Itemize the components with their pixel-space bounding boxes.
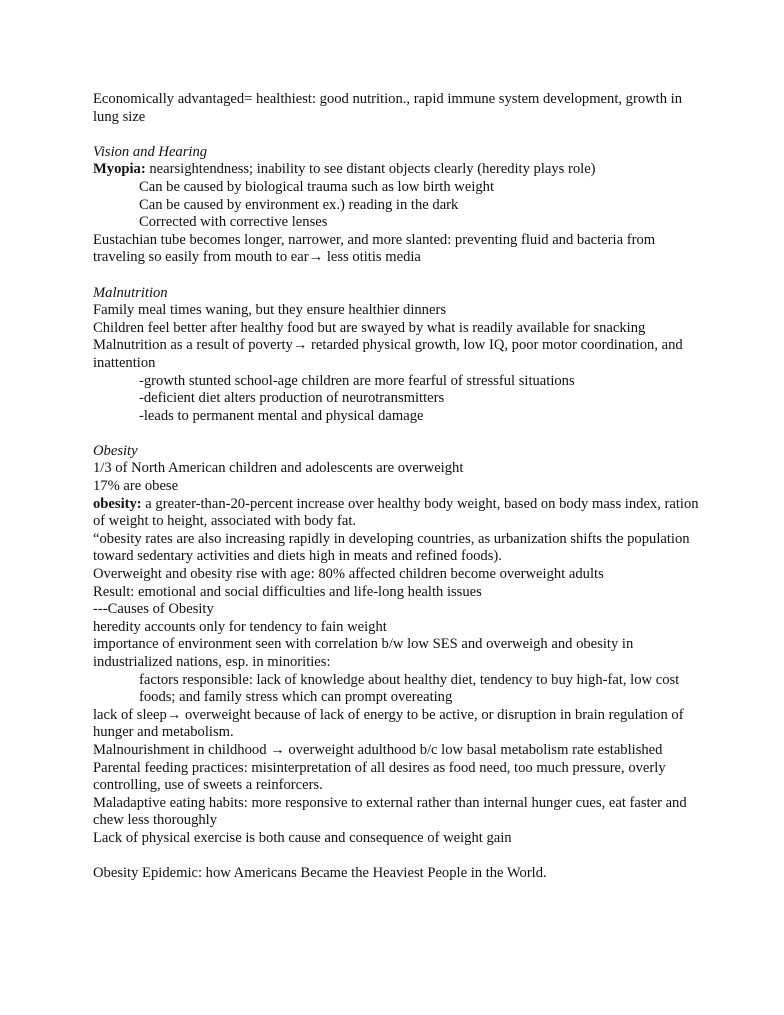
obesity-definition bbox=[93, 496, 703, 531]
obesity-term: obesity: bbox=[93, 495, 142, 512]
malnourishment-text: Malnourishment in childhood bbox=[93, 741, 271, 758]
malnourishment-line bbox=[93, 742, 703, 760]
intro-paragraph: Economically advantaged= healthiest: good nutrition., rapid immune system development, growth in lung size bbox=[93, 91, 683, 125]
heredity-line: heredity accounts only for tendency to fain weight bbox=[93, 618, 387, 635]
parental-line: Parental feeding practices: misinterpretation of all desires as food need, too much pressure, overly controlling, use of sweets a reinforcers. bbox=[93, 759, 666, 794]
malnutrition-bullet-3: -leads to permanent mental and physical damage bbox=[139, 407, 424, 424]
eustachian-text: Eustachian tube becomes longer, narrower, and more slanted: preventing fluid and bacteria from traveling so easily from mouth to ear bbox=[93, 231, 656, 266]
factors-line: factors responsible: lack of knowledge about healthy diet, tendency to buy high-fat, low cost foods; and family stress which can prompt overeating bbox=[139, 671, 680, 706]
obesity-stat-1: 1/3 of North American children and adolescents are overweight bbox=[93, 460, 464, 477]
malnutrition-line-1: Family meal times waning, but they ensure healthier dinners bbox=[93, 302, 447, 319]
spacer bbox=[93, 425, 703, 443]
exercise-line: Lack of physical exercise is both cause and consequence of weight gain bbox=[93, 829, 512, 846]
spacer bbox=[93, 267, 703, 285]
footer-reference: Obesity Epidemic: how Americans Became the Heaviest People in the World. bbox=[93, 865, 547, 882]
sleep-line bbox=[93, 707, 703, 742]
malnutrition-bullet-1: -growth stunted school-age children are more fearful of stressful situations bbox=[139, 372, 575, 389]
myopia-cause-3: Corrected with corrective lenses bbox=[139, 214, 328, 231]
environment-line: importance of environment seen with correlation b/w low SES and overweigh and obesity in industrialized nations, esp. in minorities: bbox=[93, 636, 634, 670]
malnourishment-result: overweight adulthood b/c low basal metabolism rate established bbox=[284, 741, 663, 758]
causes-heading: ---Causes of Obesity bbox=[93, 601, 214, 618]
obesity-def-text: a greater-than-20-percent increase over healthy body weight, based on body mass index, ration of weight to height, associated with body fat. bbox=[93, 495, 699, 530]
myopia-definition: nearsightendness; inability to see distant objects clearly (heredity plays role) bbox=[145, 161, 596, 178]
spacer bbox=[93, 126, 703, 144]
arrow-icon: → bbox=[166, 706, 182, 723]
arrow-icon: → bbox=[308, 249, 324, 266]
malnutrition-heading: Malnutrition bbox=[93, 284, 168, 301]
maladaptive-line: Maladaptive eating habits: more responsive to external rather than internal hunger cues, eat faster and chew less thoroughly bbox=[93, 794, 687, 829]
arrow-icon: → bbox=[292, 337, 308, 354]
malnutrition-line-2: Children feel better after healthy food but are swayed by what is readily available for snacking bbox=[93, 319, 646, 336]
document-page bbox=[93, 91, 703, 883]
eustachian-line bbox=[93, 232, 703, 267]
obesity-result: Result: emotional and social difficulties and life-long health issues bbox=[93, 583, 482, 600]
vision-heading: Vision and Hearing bbox=[93, 143, 208, 160]
malnutrition-line-3 bbox=[93, 337, 703, 372]
malnutrition-bullet-2: -deficient diet alters production of neurotransmitters bbox=[139, 390, 445, 407]
obesity-heading: Obesity bbox=[93, 442, 138, 459]
myopia-cause-1: Can be caused by biological trauma such as low birth weight bbox=[139, 178, 495, 195]
myopia-term: Myopia: bbox=[93, 161, 146, 178]
sleep-result: overweight because of lack of energy to be active, or disruption in brain regulation of hunger and metabolism. bbox=[93, 706, 684, 741]
eustachian-result: less otitis media bbox=[323, 249, 421, 266]
poverty-result: retarded physical growth, low IQ, poor motor coordination, and inattention bbox=[93, 337, 683, 371]
obesity-age: Overweight and obesity rise with age: 80% affected children become overweight adults bbox=[93, 566, 604, 583]
obesity-stat-2: 17% are obese bbox=[93, 478, 179, 495]
poverty-text: Malnutrition as a result of poverty bbox=[93, 337, 293, 354]
myopia-cause-2: Can be caused by environment ex.) reading in the dark bbox=[139, 196, 459, 213]
arrow-icon: → bbox=[270, 741, 285, 758]
sleep-text: lack of sleep bbox=[93, 706, 167, 723]
myopia-line bbox=[93, 161, 703, 179]
obesity-quote: “obesity rates are also increasing rapidly in developing countries, as urbanization shifts the population toward sedentary activities and diets high in meats and refined foods). bbox=[93, 530, 690, 565]
spacer bbox=[93, 848, 703, 866]
